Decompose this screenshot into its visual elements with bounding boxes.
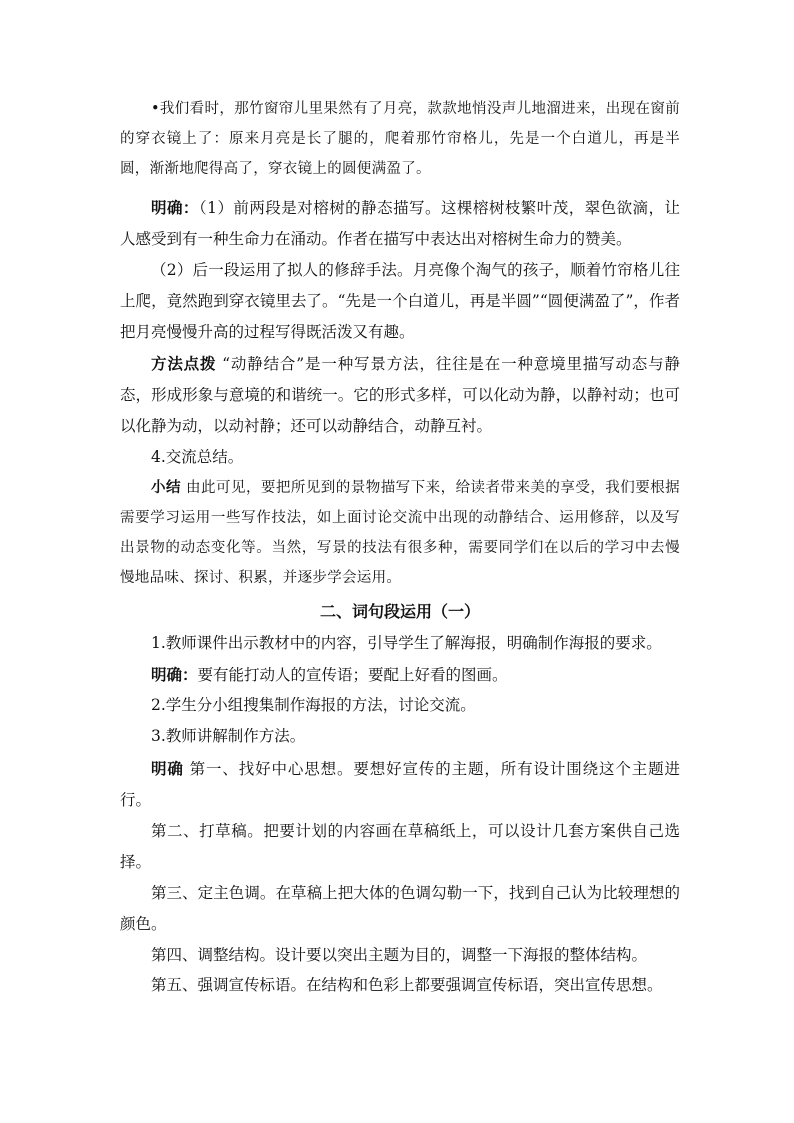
clarify-paragraph-3: 明确：要有能打动人的宣传语；要配上好看的图画。 bbox=[151, 665, 508, 684]
clarify-label: 明确 bbox=[151, 759, 184, 778]
item-1: 1.教师课件出示教材中的内容，引导学生了解海报，明确制作海报的要求。 bbox=[151, 634, 662, 652]
step-fifth: 第五、强调宣传标语。在结构和色彩上都要强调宣传标语，突出宣传思想。 bbox=[151, 976, 663, 994]
clarify-label: 明确： bbox=[151, 198, 199, 217]
step-second: 第二、打草稿。把要计划的内容画在草稿纸上，可以设计几套方案供自己选择。 bbox=[120, 822, 680, 871]
clarify-paragraph-4: 明确 第一、找好中心思想。要想好宣传的主题，所有设计围绕这个主题进行。 bbox=[120, 759, 680, 809]
clarify-paragraph-2: （2）后一段运用了拟人的修辞手法。月亮像个淘气的孩子，顺着竹帘格儿往上爬，竟然跑到穿衣镜里去了。“先是一个白道儿，再是半圆”“圆便满盈了”，作者把月亮慢慢升高的过程写得既活泼又有趣。 bbox=[120, 261, 680, 341]
clarify-label: 明确： bbox=[151, 665, 198, 684]
step-third: 第三、定主色调。在草稿上把大体的色调勾勒一下，找到自己认为比较理想的颜色。 bbox=[120, 884, 680, 933]
bullet: • bbox=[151, 101, 160, 117]
summary-paragraph: 小结 由此可见，要把所见到的景物描写下来，给读者带来美的享受，我们要根据需要学习运用一些写作技法，如上面讨论交流中出现的动静结合、运用修辞，以及写出景物的动态变化等。当然，写景的技法有很多种，需要同学们在以后的学习中去慢慢地品味、探讨、积累，并逐步学会运用。 bbox=[120, 479, 680, 586]
method-label: 方法点拨 bbox=[151, 354, 217, 373]
step-4: 4.交流总结。 bbox=[151, 448, 244, 466]
summary-label: 小结 bbox=[151, 479, 181, 496]
section-title: 二、词句段运用（一） bbox=[319, 602, 480, 621]
method-paragraph: 方法点拨 “动静结合”是一种写景方法，往往是在一种意境里描写动态与静态，形成形象与意境的和谐统一。它的形式多样，可以化动为静，以静衬动；也可以化静为动，以动衬静；还可以动静结合，动静互衬。 bbox=[120, 354, 680, 435]
poem-quote: •我们看时，那竹窗帘儿里果然有了月亮，款款地悄没声儿地溜进来，出现在窗前的穿衣镜上了：原来月亮是长了腿的，爬着那竹帘格儿，先是一个白道儿，再是半圆，渐渐地爬得高了，穿衣镜上的圆便满盈了。 bbox=[120, 101, 680, 177]
item-3: 3.教师讲解制作方法。 bbox=[151, 727, 306, 745]
item-2: 2.学生分小组搜集制作海报的方法，讨论交流。 bbox=[151, 696, 476, 714]
step-fourth: 第四、调整结构。设计要以突出主题为目的，调整一下海报的整体结构。 bbox=[151, 946, 648, 964]
clarify-paragraph-1: 明确：（1）前两段是对榕树的静态描写。这棵榕树枝繁叶茂，翠色欲滴，让人感受到有一种生命力在涌动。作者在描写中表达出对榕树生命力的赞美。 bbox=[120, 198, 680, 248]
